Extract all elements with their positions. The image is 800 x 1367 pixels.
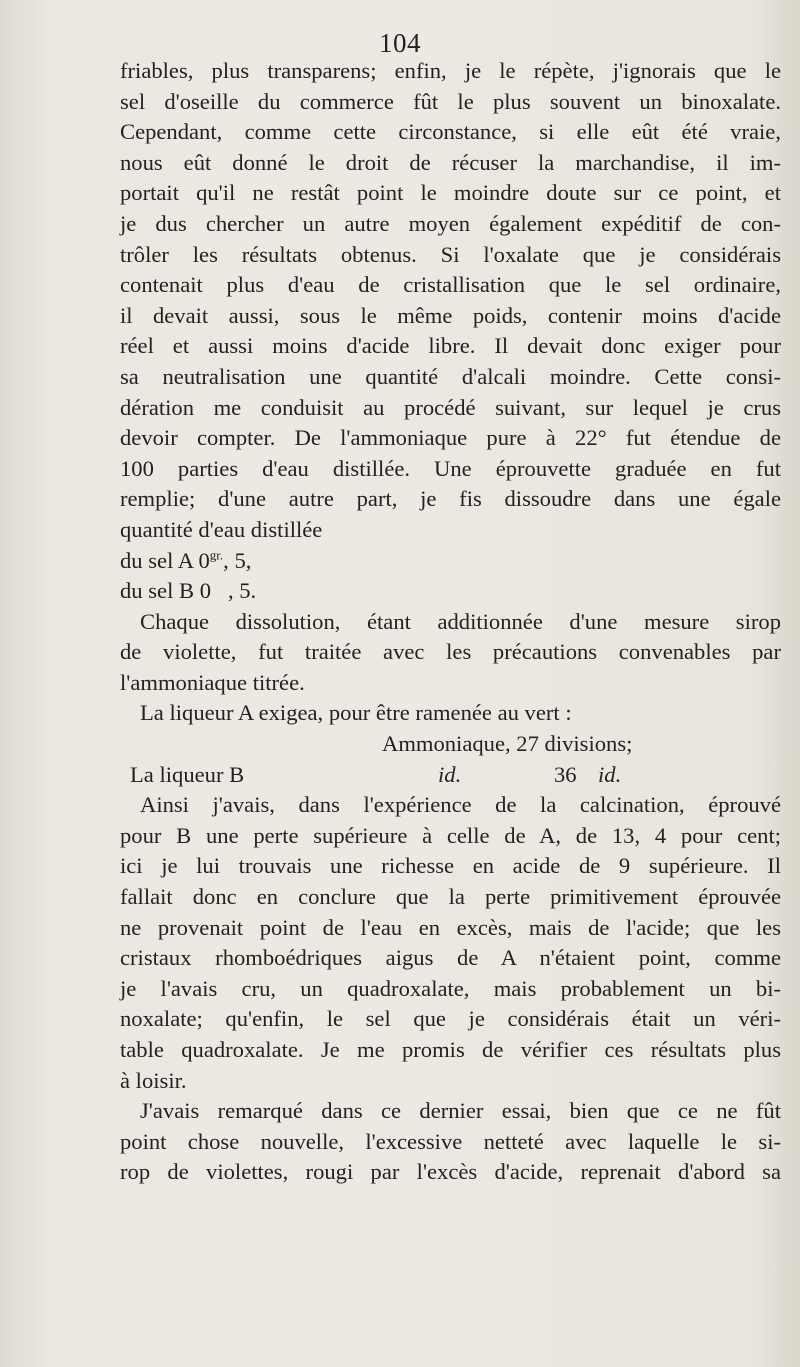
idem-marker: id. — [438, 761, 462, 787]
text-line: ici je lui trouvais une richesse en acide de 9 supérieure. Il — [120, 853, 781, 879]
text-line: point chose nouvelle, l'excessive netteté avec laquelle le si- — [120, 1128, 781, 1154]
text-line: 100 parties d'eau distillée. Une éprouvette graduée en fut — [120, 455, 781, 481]
text-line: friables, plus transparens; enfin, je le répète, j'ignorais que le — [120, 58, 781, 83]
salt-a-value: , 5, — [223, 547, 252, 573]
liqueur-b-label: La liqueur B — [130, 761, 245, 787]
text-line: sa neutralisation une quantité d'alcali moindre. Cette consi- — [120, 363, 781, 389]
salt-a-line — [120, 546, 781, 577]
text-line: nous eût donné le droit de récuser la marchandise, il im- — [120, 149, 781, 175]
text-line: La liqueur A exigea, pour être ramenée au vert : — [140, 700, 572, 726]
ammonia-line: Ammoniaque, 27 divisions; — [382, 731, 633, 757]
idem-marker: id. — [598, 761, 622, 787]
text-line: l'ammoniaque titrée. — [120, 669, 305, 695]
page-number: 104 — [379, 28, 421, 58]
text-line: je l'avais cru, un quadroxalate, mais probablement un bi- — [120, 975, 781, 1001]
text-line: cristaux rhomboédriques aigus de A n'étaient point, comme — [120, 945, 781, 971]
text-line: contenait plus d'eau de cristallisation que le sel ordinaire, — [120, 272, 781, 298]
salt-a-label: du sel A 0 — [120, 547, 210, 573]
text-line: rop de violettes, rougi par l'excès d'acide, reprenait d'abord sa — [120, 1159, 781, 1185]
text-line: réel et aussi moins d'acide libre. Il devait donc exiger pour — [120, 333, 781, 359]
salt-b-line: du sel B 0 , 5. — [120, 578, 257, 604]
text-line: pour B une perte supérieure à celle de A, de 13, 4 pour cent; — [120, 822, 781, 848]
text-line: sel d'oseille du commerce fût le plus souvent un binoxalate. — [120, 88, 781, 114]
text-line: fallait donc en conclure que la perte primitivement éprouvée — [120, 884, 781, 910]
text-line: je dus chercher un autre moyen également expéditif de con- — [120, 210, 781, 236]
liqueur-b-line — [120, 760, 781, 791]
text-line: table quadroxalate. Je me promis de vérifier ces résultats plus — [120, 1037, 781, 1062]
text-line: à loisir. — [120, 1067, 187, 1093]
text-line: trôler les résultats obtenus. Si l'oxalate que je considérais — [120, 241, 781, 267]
gram-abbrev: gr. — [209, 546, 224, 562]
text-line: Chaque dissolution, étant additionnée d'une mesure sirop — [140, 608, 781, 634]
text-line: J'avais remarqué dans ce dernier essai, bien que ce ne fût — [140, 1098, 781, 1124]
text-line: quantité d'eau distillée — [120, 516, 323, 542]
text-line: devoir compter. De l'ammoniaque pure à 22° fut étendue de — [120, 425, 781, 451]
text-line: ne provenait point de l'eau en excès, mais de l'acide; que les — [120, 914, 781, 940]
text-line: il devait aussi, sous le même poids, contenir moins d'acide — [120, 302, 781, 328]
text-line: Ainsi j'avais, dans l'expérience de la calcination, éprouvé — [140, 792, 781, 818]
body-text — [120, 56, 781, 1188]
text-line: Cependant, comme cette circonstance, si elle eût été vraie, — [120, 119, 781, 145]
liqueur-b-value: 36 — [554, 761, 577, 787]
text-line: noxalate; qu'enfin, le sel que je considérais était un véri- — [120, 1006, 781, 1032]
text-line: dération me conduisit au procédé suivant, sur lequel je crus — [120, 394, 781, 420]
text-line: portait qu'il ne restât point le moindre doute sur ce point, et — [120, 180, 781, 206]
text-line: de violette, fut traitée avec les précautions convenables par — [120, 639, 781, 665]
text-line: remplie; d'une autre part, je fis dissoudre dans une égale — [120, 486, 781, 512]
